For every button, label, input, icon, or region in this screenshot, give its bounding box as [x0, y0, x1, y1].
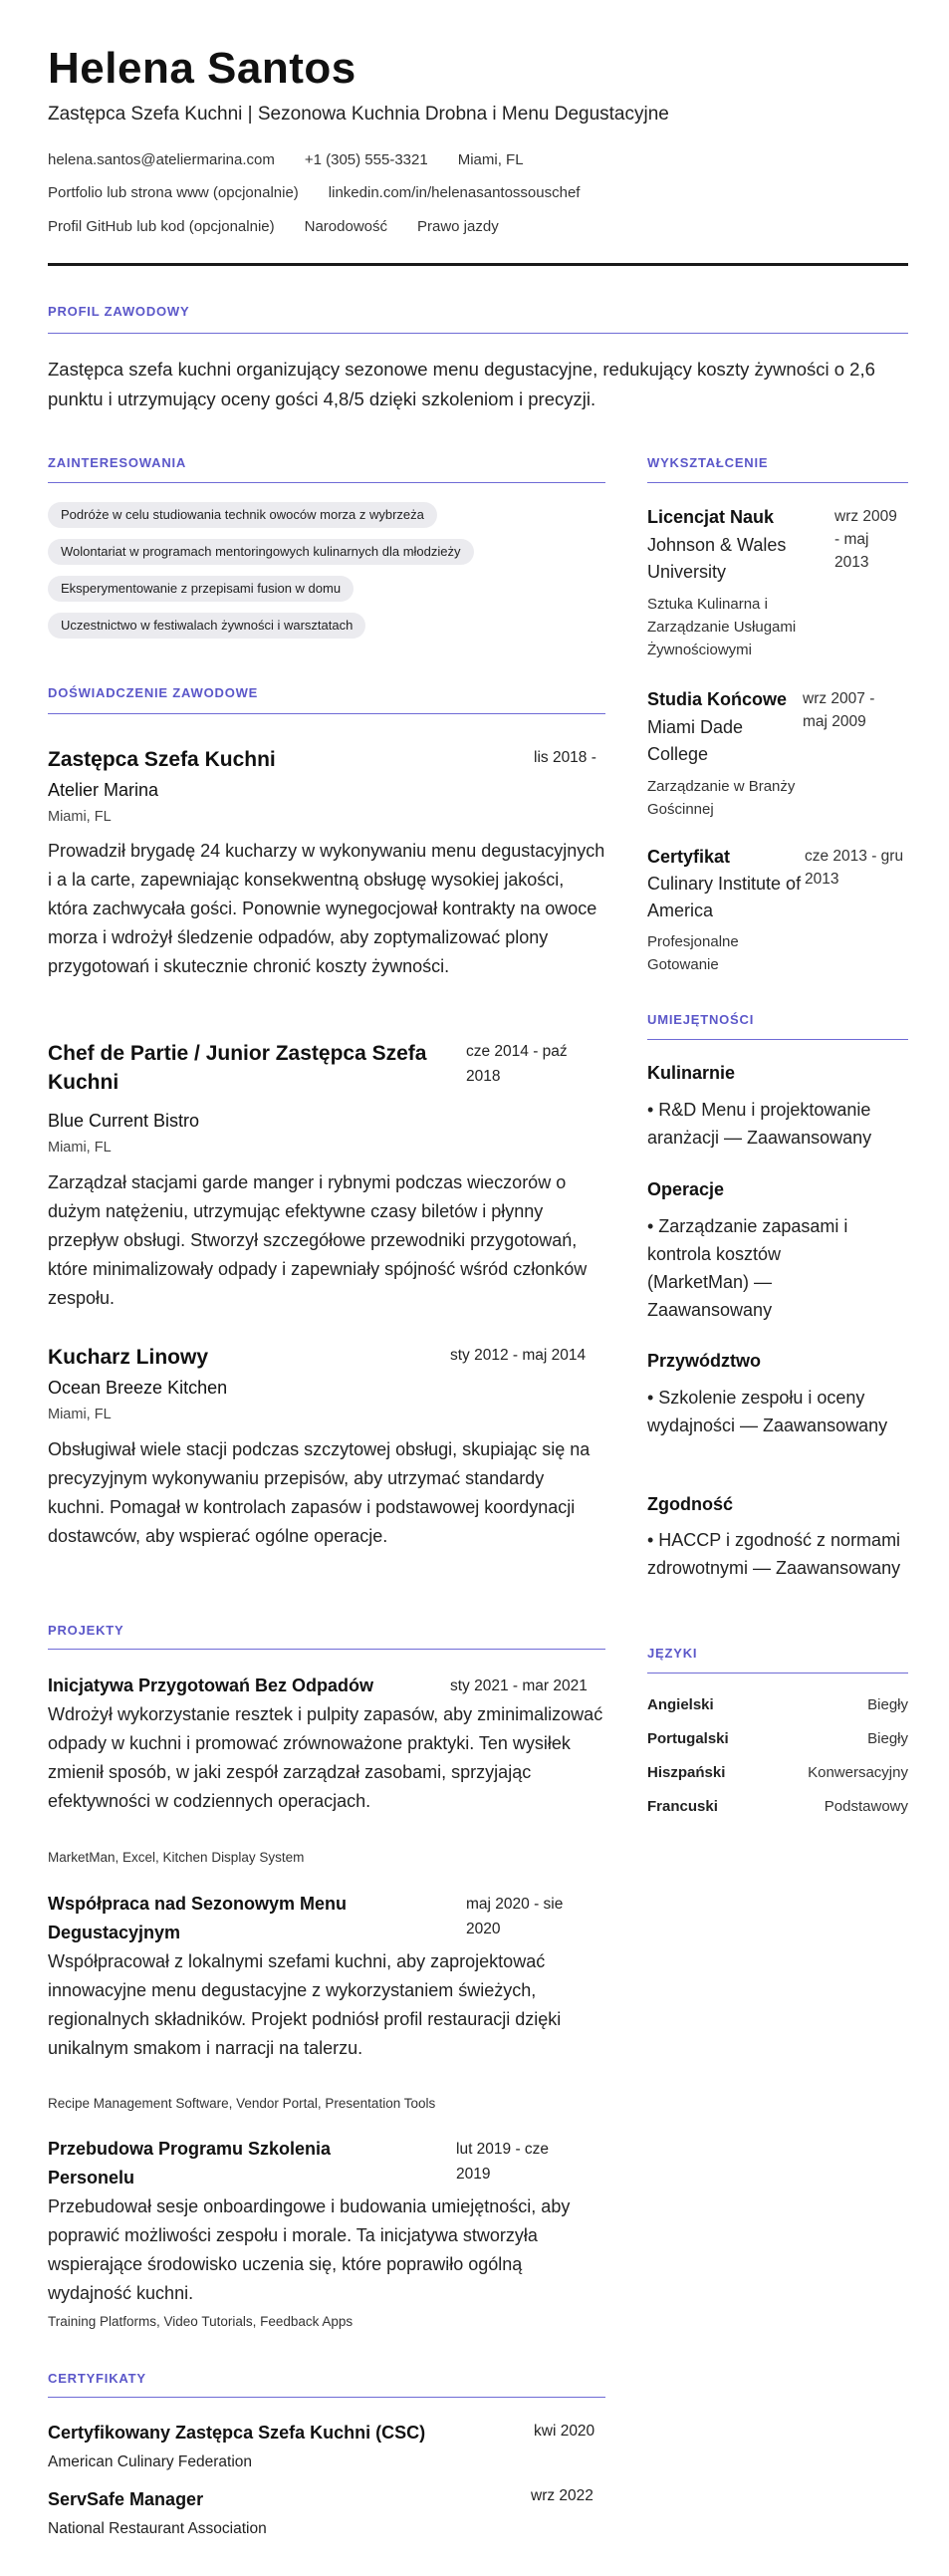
job-company: Blue Current Bistro: [48, 1111, 200, 1131]
language-level: Biegły: [867, 1696, 908, 1713]
language-name: Portugalski: [647, 1730, 729, 1747]
job-company: Atelier Marina: [48, 780, 159, 800]
edu-field: Profesjonalne Gotowanie: [647, 933, 739, 973]
edu-school: Johnson & Wales University: [647, 535, 787, 582]
project-date: sty 2021 - mar 2021: [450, 1677, 588, 1694]
cert-issuer: American Culinary Federation: [48, 2453, 253, 2470]
section-divider: [48, 713, 605, 714]
skill-item: • R&D Menu i projektowanie aranżacji — Zaawansowany: [647, 1100, 872, 1148]
section-title-experience: DOŚWIADCZENIE ZAWODOWE: [48, 685, 259, 700]
skill-item: • Szkolenie zespołu i oceny wydajności — Zaawansowany: [647, 1388, 888, 1435]
project-tech: Training Platforms, Video Tutorials, Feedback Apps: [48, 2314, 354, 2329]
project-description: Wdrożył wykorzystanie resztek i pulpity zapasów, aby zminimalizować odpady w kuchni i promować zrównoważone praktyki. Ten wysiłek zmienił sposób, w jaki zespół zarządzał zasobami, sprzyjając efektywności w codziennych operacjach.: [48, 1704, 603, 1811]
edu-school: Culinary Institute of America: [647, 874, 802, 920]
contact-row-1: [48, 151, 554, 168]
section-divider: [48, 1649, 605, 1650]
language-level: Biegły: [867, 1730, 908, 1747]
section-title-skills: UMIEJĘTNOŚCI: [647, 1012, 755, 1027]
edu-degree: Certyfikat: [647, 847, 731, 867]
section-divider: [647, 1673, 908, 1674]
section-divider: [647, 482, 908, 483]
project-tech: MarketMan, Excel, Kitchen Display System: [48, 1850, 305, 1865]
section-title-education: WYKSZTAŁCENIE: [647, 455, 769, 470]
skill-item: • HACCP i zgodność z normami zdrowotnymi — Zaawansowany: [647, 1530, 901, 1578]
project-date: maj 2020 - sie 2020: [466, 1896, 564, 1937]
edu-date: wrz 2007 - maj 2009: [803, 690, 875, 730]
profile-summary: Zastępca szefa kuchni organizujący sezonowe menu degustacyjne, redukujący koszty żywności o 2,6 punktu i utrzymujący oceny gości 4,8/5 dzięki szkoleniom i precyzji.: [48, 359, 875, 409]
section-divider: [48, 2397, 605, 2398]
nationality: Narodowość: [304, 218, 387, 235]
language-name: Hiszpański: [647, 1764, 726, 1781]
job-title: Kucharz Linowy: [48, 1346, 209, 1369]
language-level: Konwersacyjny: [808, 1764, 908, 1781]
cert-date: kwi 2020: [534, 2423, 595, 2440]
interest-chip: Wolontariat w programach mentoringowych kulinarnych dla młodzieży: [48, 539, 474, 565]
job-description: Prowadził brygadę 24 kucharzy w wykonywaniu menu degustacyjnych i a la carte, zapewniając konsekwentną obsługę wysokiej jakości, która zachwycała gości. Ponownie wynegocjował kontrakty na owoce morza i wdrożył śledzenie odpadów, aby zoptymalizować plony przygotowań i skutecznie chronić koszty żywności.: [48, 841, 605, 976]
job-company: Ocean Breeze Kitchen: [48, 1378, 228, 1398]
section-title-profile: PROFIL ZAWODOWY: [48, 304, 190, 319]
language-level: Podstawowy: [824, 1798, 908, 1815]
project-title: Inicjatywa Przygotowań Bez Odpadów: [48, 1675, 374, 1695]
candidate-name: Helena Santos: [48, 44, 356, 93]
section-title-languages: JĘZYKI: [647, 1646, 698, 1661]
header-divider: [48, 263, 908, 266]
interest-chip: Podróże w celu studiowania technik owoców morza z wybrzeża: [48, 502, 437, 528]
github-link[interactable]: Profil GitHub lub kod (opcjonalnie): [48, 218, 275, 235]
edu-degree: Licencjat Nauk: [647, 507, 775, 527]
project-title: Przebudowa Programu Szkolenia Personelu: [48, 2139, 332, 2188]
edu-field: Zarządzanie w Branży Gościnnej: [647, 778, 796, 818]
job-date: lis 2018 -: [534, 749, 596, 766]
job-location: Miami, FL: [48, 1407, 112, 1422]
skill-category: Przywództwo: [647, 1351, 762, 1371]
portfolio-link[interactable]: Portfolio lub strona www (opcjonalnie): [48, 184, 299, 201]
job-title: Zastępca Szefa Kuchni: [48, 748, 276, 771]
edu-degree: Studia Końcowe: [647, 689, 788, 709]
language-name: Francuski: [647, 1798, 718, 1815]
cert-issuer: National Restaurant Association: [48, 2520, 267, 2537]
section-divider: [647, 1039, 908, 1040]
project-title: Współpraca nad Sezonowym Menu Degustacyjnym: [48, 1894, 348, 1942]
location: Miami, FL: [457, 151, 524, 168]
skill-item: • Zarządzanie zapasami i kontrola kosztów (MarketMan) — Zaawansowany: [647, 1216, 848, 1320]
cert-date: wrz 2022: [531, 2487, 593, 2504]
project-description: Przebudował sesje onboardingowe i budowania umiejętności, aby poprawić możliwości zespołu i morale. Ta inicjatywa stworzyła wspierające środowisko uczenia się, które poprawiło ogólną wydajność kuchni.: [48, 2196, 571, 2303]
project-date: lut 2019 - cze 2019: [456, 2141, 550, 2183]
project-tech: Recipe Management Software, Vendor Portal, Presentation Tools: [48, 2096, 436, 2111]
job-description: Obsługiwał wiele stacji podczas szczytowej obsługi, skupiając się na precyzyjnym wykonywaniu przepisów, aby utrzymać standardy kuchni. Pomagał w kontrolach zapasów i podstawowej koordynacji dostawców, aby wspierać ogólne operacje.: [48, 1439, 591, 1546]
language-name: Angielski: [647, 1696, 714, 1713]
section-title-certs: CERTYFIKATY: [48, 2371, 146, 2386]
job-date: sty 2012 - maj 2014: [450, 1347, 587, 1364]
job-title: Chef de Partie / Junior Zastępca Szefa Kuchni: [48, 1042, 427, 1094]
skill-category: Kulinarnie: [647, 1063, 736, 1083]
interest-chip: Eksperymentowanie z przepisami fusion w domu: [48, 576, 354, 602]
job-description: Zarządzał stacjami garde manger i rybnymi podczas wieczorów o dużym natężeniu, utrzymując efektywne czasy biletów i płynny przepływ obsługi. Stworzył szczegółowe przewodniki przygotowań, które minimalizowały odpady i zapewniały spójność wśród członków zespołu.: [48, 1172, 588, 1308]
cert-title: Certyfikowany Zastępca Szefa Kuchni (CSC): [48, 2423, 426, 2443]
driving-license: Prawo jazdy: [417, 218, 499, 235]
interest-chip: Uczestnictwo w festiwalach żywności i warsztatach: [48, 613, 365, 639]
cert-title: ServSafe Manager: [48, 2489, 204, 2509]
job-location: Miami, FL: [48, 1140, 112, 1156]
linkedin-link[interactable]: linkedin.com/in/helenasantossouschef: [328, 184, 581, 201]
edu-date: wrz 2009 - maj 2013: [834, 508, 897, 571]
project-description: Współpracował z lokalnymi szefami kuchni, aby zaprojektować innowacyjne menu degustacyjne z wykorzystaniem świeżych, regionalnych składników. Projekt podniósł profil restauracji dzięki unikalnym smakom i narracji na talerzu.: [48, 1951, 562, 2058]
job-location: Miami, FL: [48, 809, 112, 825]
skill-category: Zgodność: [647, 1494, 733, 1514]
edu-school: Miami Dade College: [647, 717, 744, 764]
section-divider: [48, 333, 908, 334]
edu-date: cze 2013 - gru 2013: [805, 848, 904, 888]
contact-row-2: [48, 184, 609, 201]
section-divider: [48, 482, 605, 483]
contact-row-3: [48, 218, 529, 235]
section-title-interests: ZAINTERESOWANIA: [48, 455, 187, 470]
edu-field: Sztuka Kulinarna i Zarządzanie Usługami Żywnościowymi: [647, 596, 797, 658]
email-link[interactable]: helena.santos@ateliermarina.com: [48, 151, 275, 168]
phone-link[interactable]: +1 (305) 555-3321: [304, 151, 428, 168]
headline: Zastępca Szefa Kuchni | Sezonowa Kuchnia Drobna i Menu Degustacyjne: [48, 104, 669, 125]
job-date: cze 2014 - paź 2018: [466, 1043, 568, 1085]
section-title-projects: PROJEKTY: [48, 1623, 124, 1638]
skill-category: Operacje: [647, 1179, 725, 1199]
